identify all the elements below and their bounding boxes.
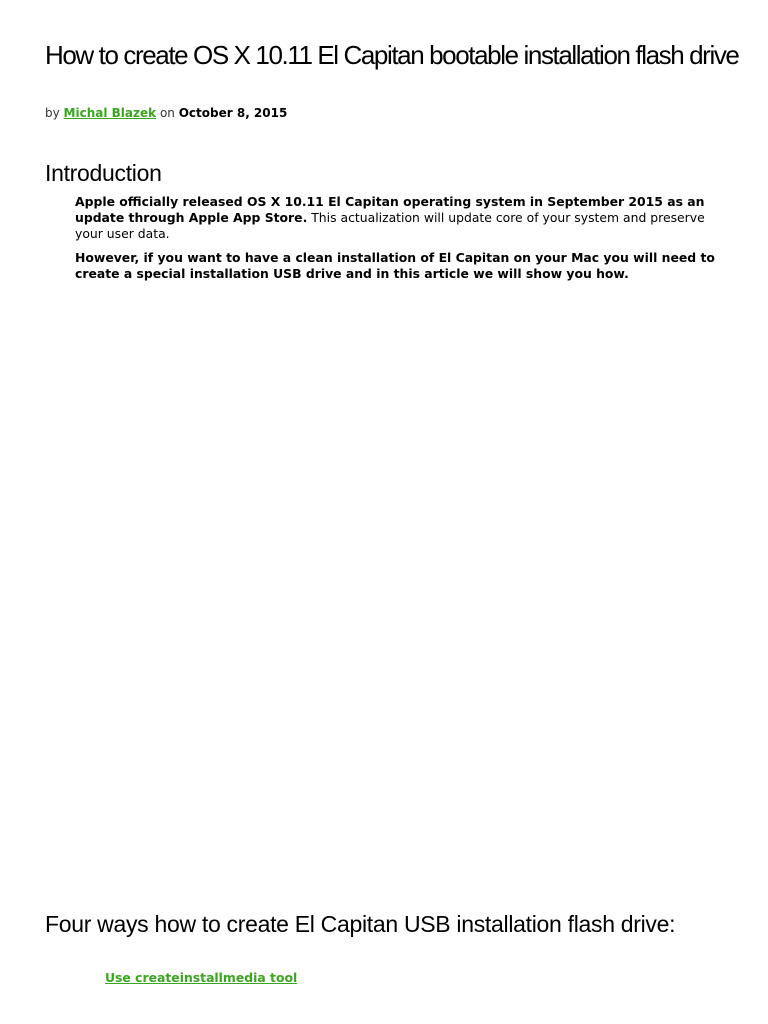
introduction-heading: Introduction (45, 160, 162, 186)
intro-paragraph-1-bold: Apple officially released OS X 10.11 El Capitan operating system in September 2015 as an update through Apple App Store. (75, 194, 705, 225)
intro-paragraph-1-rest: This actualization will update core of your system and preserve your user data. (75, 210, 705, 241)
publish-date: October 8, 2015 (178, 106, 288, 120)
article-title: How to create OS X 10.11 El Capitan bootable installation flash drive (45, 40, 739, 70)
ways-link-list (105, 970, 297, 986)
createinstallmedia-link[interactable]: Use createinstallmedia tool (105, 970, 298, 985)
intro-paragraph-1 (75, 194, 715, 242)
intro-paragraph-2: However, if you want to have a clean installation of El Capitan on your Mac you will need to create a special installation USB drive and in this article we will show you how. (75, 250, 715, 281)
byline-by: by (45, 106, 60, 120)
four-ways-heading: Four ways how to create El Capitan USB installation flash drive: (45, 911, 676, 937)
author-link[interactable]: Michal Blazek (63, 106, 157, 120)
byline-on: on (159, 106, 175, 120)
byline (45, 106, 287, 121)
